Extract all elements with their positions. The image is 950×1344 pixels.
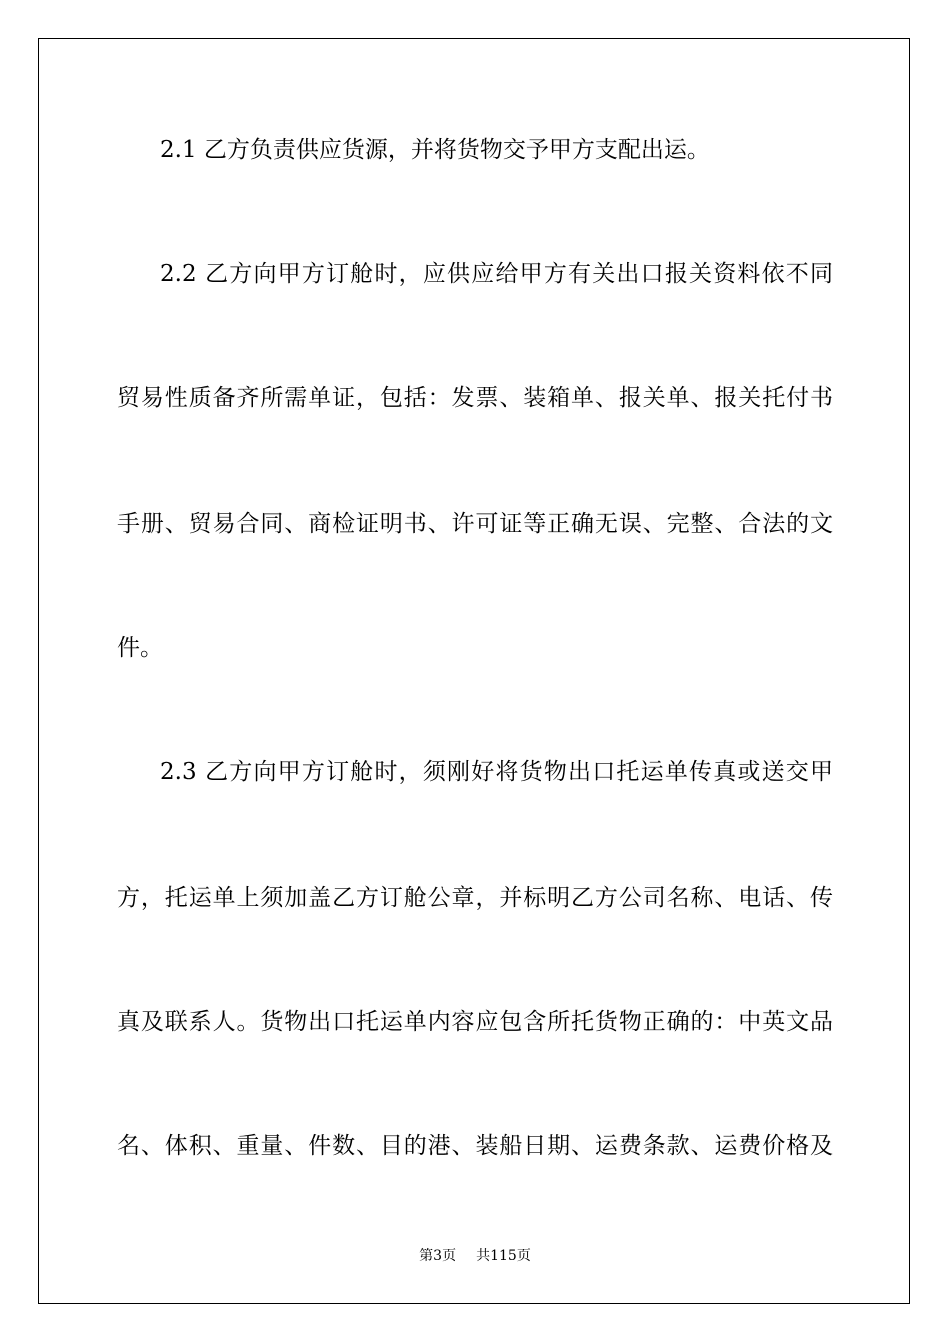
- paragraph-2-1-line-1: 2.1 乙方负责供应货源，并将货物交予甲方支配出运。: [160, 137, 710, 163]
- paragraph-2-2-line-2: 贸易性质备齐所需单证，包括：发票、装箱单、报关单、报关托付书: [117, 385, 833, 411]
- page-number: 第3页: [419, 1248, 457, 1264]
- paragraph-2-3-line-2: 方，托运单上须加盖乙方订舱公章，并标明乙方公司名称、电话、传: [117, 885, 833, 911]
- page-total: 共115页: [476, 1248, 531, 1264]
- paragraph-2-2-line-3: 手册、贸易合同、商检证明书、许可证等正确无误、完整、合法的文: [117, 511, 833, 537]
- paragraph-2-3-line-1: 2.3 乙方向甲方订舱时，须刚好将货物出口托运单传真或送交甲: [160, 759, 833, 785]
- paragraph-2-3-line-3: 真及联系人。货物出口托运单内容应包含所托货物正确的：中英文品: [117, 1009, 833, 1035]
- page-border: [38, 38, 910, 1304]
- paragraph-2-2-line-1: 2.2 乙方向甲方订舱时，应供应给甲方有关出口报关资料依不同: [160, 261, 833, 287]
- paragraph-2-3-line-4: 名、体积、重量、件数、目的港、装船日期、运费条款、运费价格及: [117, 1133, 833, 1159]
- page-footer: [0, 1247, 950, 1265]
- paragraph-2-2-line-4: 件。: [117, 635, 163, 661]
